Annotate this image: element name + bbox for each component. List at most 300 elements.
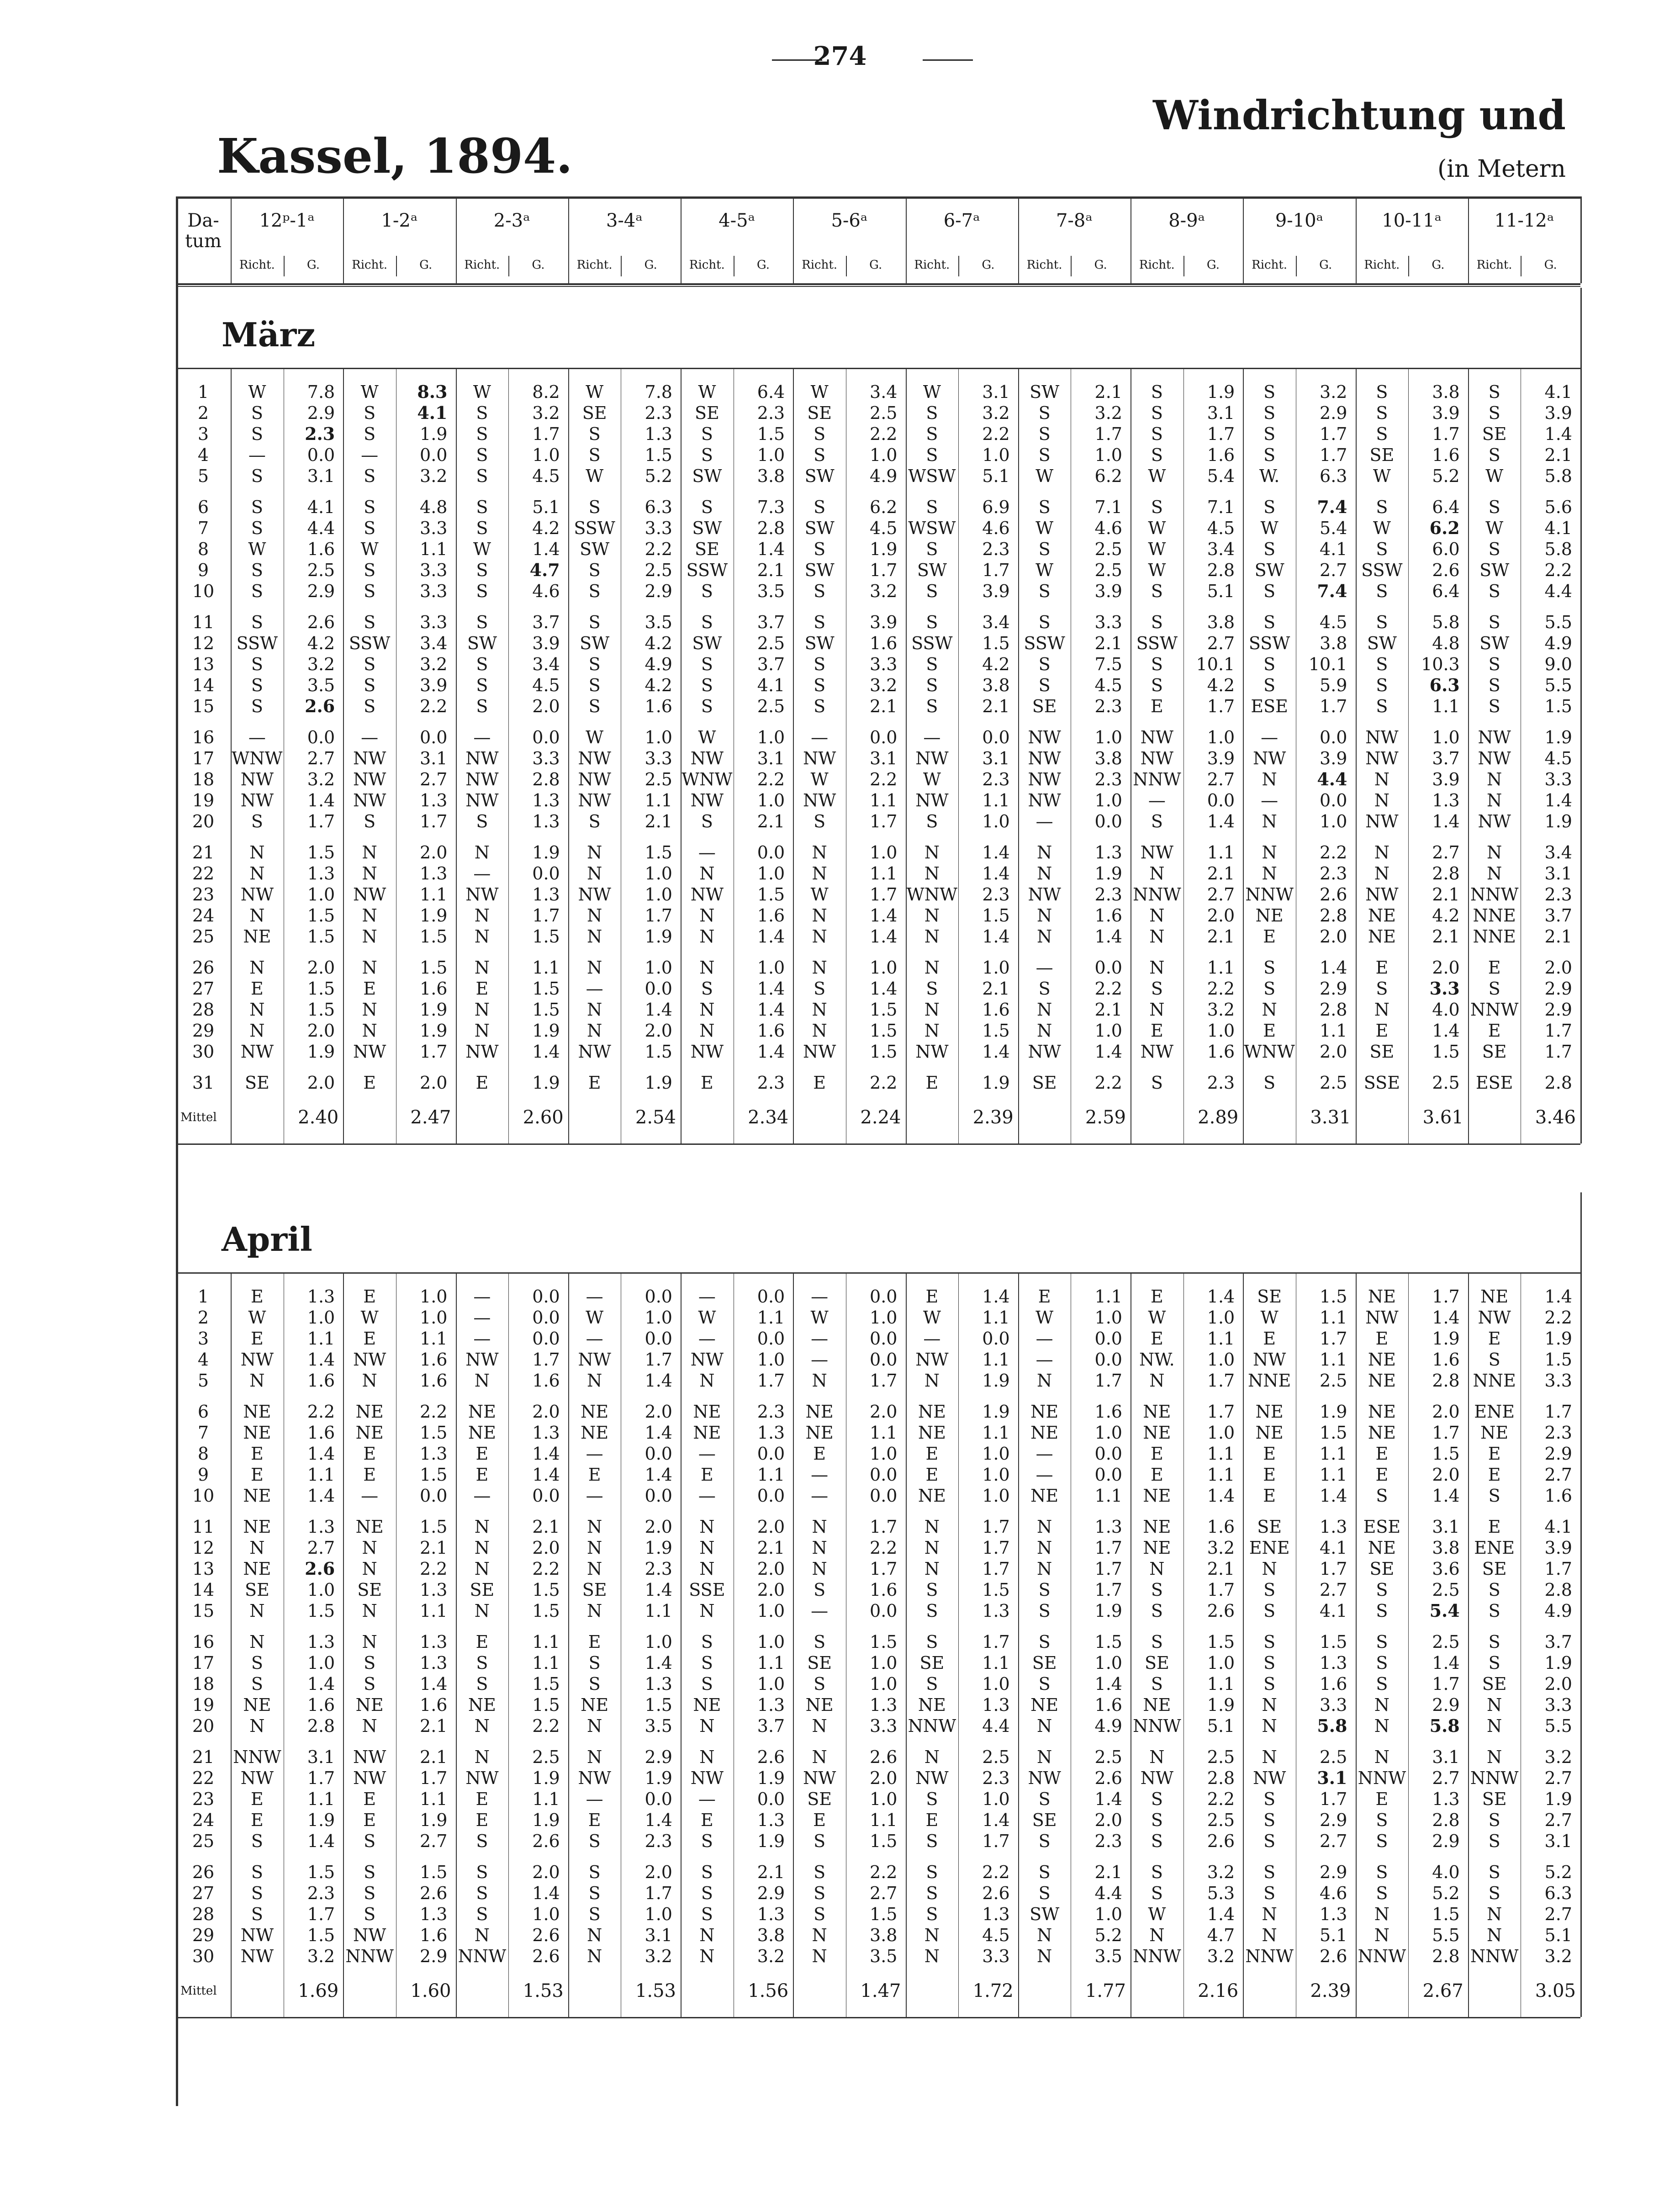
wind-speed: 1.1 — [870, 790, 898, 810]
wind-speed: 1.6 — [1207, 1042, 1235, 1062]
hour-header: 12ᵖ-1ᵃ — [259, 210, 315, 231]
wind-speed: 0.0 — [1320, 727, 1347, 747]
wind-speed: 1.3 — [420, 1904, 448, 1924]
day-number: 25 — [192, 1831, 215, 1851]
wind-direction: E — [1488, 1465, 1501, 1485]
wind-direction: W — [586, 382, 604, 402]
wind-speed: 1.5 — [532, 1601, 560, 1621]
wind-speed: 2.2 — [1094, 1073, 1122, 1093]
wind-speed: 3.7 — [1544, 1632, 1572, 1652]
wind-speed: 2.6 — [982, 1883, 1010, 1903]
wind-speed: 1.7 — [1320, 445, 1347, 465]
day-number: 11 — [192, 612, 215, 632]
day-number: 12 — [192, 633, 215, 653]
wind-speed: 0.0 — [645, 1789, 672, 1809]
wind-direction: S — [701, 811, 713, 831]
wind-direction: SE — [470, 1580, 495, 1600]
wind-speed: 1.5 — [645, 445, 672, 465]
wind-speed: 3.2 — [532, 403, 560, 423]
row-rule — [176, 368, 1580, 369]
wind-speed: 3.1 — [982, 748, 1010, 768]
hour-header: 7-8ᵃ — [1056, 210, 1093, 231]
wind-direction: S — [926, 654, 938, 674]
wind-speed: 1.5 — [307, 842, 335, 863]
wind-speed: 2.5 — [645, 769, 672, 789]
wind-speed: 1.0 — [645, 863, 672, 884]
column-rule — [1468, 196, 1469, 283]
wind-speed: 5.2 — [1544, 1862, 1572, 1882]
wind-speed: 2.1 — [420, 1747, 448, 1767]
wind-direction: N — [812, 1538, 827, 1558]
wind-direction: N — [1149, 1925, 1165, 1945]
wind-speed: 2.3 — [305, 423, 335, 444]
wind-direction: SE — [807, 1653, 832, 1673]
day-number: 16 — [192, 1632, 215, 1652]
wind-direction: — — [586, 1329, 603, 1349]
wind-direction: SE — [694, 539, 719, 559]
day-number: 9 — [197, 1465, 209, 1485]
wind-speed: 2.5 — [1432, 1073, 1460, 1093]
wind-direction: NW — [353, 1925, 386, 1945]
wind-speed: 2.0 — [757, 1517, 785, 1537]
wind-direction: E — [925, 1073, 939, 1093]
wind-direction: NE — [243, 926, 271, 947]
wind-direction: SE — [1369, 1559, 1395, 1579]
wind-speed: 1.7 — [1207, 1371, 1235, 1391]
wind-speed: 2.9 — [1320, 1862, 1347, 1882]
wind-direction: NE — [468, 1695, 496, 1715]
wind-direction: S — [926, 424, 938, 444]
wind-speed: 1.1 — [532, 958, 560, 978]
day-number: 18 — [192, 1674, 215, 1694]
day-number: 2 — [197, 1307, 209, 1328]
wind-speed: 1.4 — [1207, 811, 1235, 831]
wind-speed: 3.4 — [420, 633, 448, 653]
wind-direction: NW — [915, 1768, 949, 1788]
wind-speed: 1.0 — [645, 884, 672, 905]
wind-speed: 4.1 — [1320, 1538, 1347, 1558]
wind-speed: 1.4 — [645, 1000, 672, 1020]
wind-speed: 2.1 — [757, 811, 785, 831]
wind-direction: NW — [1365, 1307, 1399, 1328]
wind-direction: E — [363, 1073, 376, 1093]
wind-direction: WNW — [906, 884, 958, 905]
column-rule — [906, 196, 907, 283]
wind-speed: 2.3 — [307, 1883, 335, 1903]
wind-speed: 4.4 — [1544, 581, 1572, 601]
wind-speed: 1.5 — [307, 1862, 335, 1882]
mittel-value: 1.56 — [748, 1980, 789, 2001]
wind-direction: SW — [1030, 382, 1060, 402]
wind-direction: N — [474, 1601, 490, 1621]
wind-speed: 2.1 — [757, 560, 785, 580]
wind-direction: NE — [1368, 905, 1396, 926]
wind-speed: 1.7 — [1094, 1371, 1122, 1391]
wind-direction: S — [1376, 979, 1388, 999]
wind-direction: S — [1488, 1653, 1500, 1673]
wind-direction: NW — [915, 748, 949, 768]
wind-speed: 1.4 — [1432, 811, 1460, 831]
wind-speed: 1.7 — [420, 1042, 448, 1062]
wind-direction: NE — [243, 1517, 271, 1537]
wind-direction: N — [1374, 769, 1389, 789]
wind-speed: 1.5 — [307, 905, 335, 926]
wind-direction: N — [474, 842, 490, 863]
wind-speed: 2.3 — [757, 1402, 785, 1422]
wind-direction: NW — [578, 769, 611, 789]
wind-speed: 5.9 — [1320, 675, 1347, 695]
wind-direction: E — [1375, 958, 1389, 978]
wind-direction: S — [701, 445, 713, 465]
wind-direction: S — [1263, 1810, 1276, 1830]
day-number: 20 — [192, 811, 215, 831]
wind-speed: 1.5 — [307, 1925, 335, 1945]
wind-direction: E — [925, 1465, 939, 1485]
wind-speed: 1.5 — [420, 958, 448, 978]
wind-direction: SE — [1032, 696, 1057, 716]
wind-direction: S — [1376, 1601, 1388, 1621]
wind-direction: NW — [803, 1042, 836, 1062]
wind-speed: 1.7 — [1432, 1423, 1460, 1443]
wind-speed: 2.6 — [532, 1831, 560, 1851]
wind-speed: 1.6 — [757, 905, 785, 926]
wind-direction: S — [1488, 675, 1500, 695]
column-rule — [343, 368, 344, 1143]
wind-speed: 1.1 — [982, 1653, 1010, 1673]
wind-speed: 1.0 — [757, 958, 785, 978]
wind-direction: S — [1488, 1580, 1500, 1600]
wind-speed: 1.6 — [757, 1021, 785, 1041]
wind-speed: 2.8 — [1544, 1073, 1572, 1093]
wind-speed: 1.4 — [1207, 1486, 1235, 1506]
wind-speed: 1.7 — [1207, 424, 1235, 444]
wind-speed: 3.1 — [307, 466, 335, 486]
wind-speed: 4.1 — [1544, 382, 1572, 402]
wind-speed: 1.5 — [982, 1021, 1010, 1041]
wind-speed: 3.5 — [645, 612, 672, 632]
wind-direction: SSE — [689, 1580, 725, 1600]
wind-speed: 0.0 — [307, 445, 335, 465]
wind-speed: 2.9 — [1320, 979, 1347, 999]
wind-direction: SE — [1257, 1517, 1282, 1537]
wind-direction: S — [926, 1831, 938, 1851]
wind-direction: S — [476, 445, 488, 465]
wind-direction: W — [923, 1307, 941, 1328]
wind-speed: 1.0 — [1320, 811, 1347, 831]
wind-direction: ESE — [1363, 1517, 1401, 1537]
wind-speed: 4.6 — [532, 581, 560, 601]
wind-direction: W — [1485, 466, 1504, 486]
wind-direction: — — [1148, 790, 1166, 810]
wind-direction: SE — [1482, 1042, 1507, 1062]
wind-speed: 1.0 — [1094, 1653, 1122, 1673]
wind-speed: 2.7 — [420, 769, 448, 789]
wind-direction: S — [926, 1904, 938, 1924]
wind-direction: NNW — [458, 1946, 507, 1966]
wind-direction: S — [1263, 1653, 1276, 1673]
wind-speed: 1.3 — [1094, 842, 1122, 863]
wind-speed: 1.0 — [1094, 445, 1122, 465]
wind-speed: 2.0 — [1320, 926, 1347, 947]
wind-speed: 1.9 — [532, 842, 560, 863]
wind-direction: N — [1486, 1925, 1502, 1945]
wind-speed: 2.9 — [645, 1747, 672, 1767]
wind-speed: 1.9 — [757, 1768, 785, 1788]
wind-direction: S — [701, 1904, 713, 1924]
wind-direction: WNW — [682, 769, 733, 789]
wind-speed: 3.7 — [1432, 748, 1460, 768]
wind-speed: 2.6 — [757, 1747, 785, 1767]
wind-direction: N — [362, 958, 377, 978]
wind-direction: NNW — [1470, 1946, 1519, 1966]
wind-speed: 1.4 — [982, 1810, 1010, 1830]
wind-speed: 5.5 — [1544, 675, 1572, 695]
g-header: G. — [756, 258, 770, 272]
column-rule — [231, 1272, 232, 2017]
mittel-value: 1.53 — [523, 1980, 564, 2001]
mittel-value: 1.69 — [298, 1980, 339, 2001]
wind-direction: N — [1262, 1559, 1277, 1579]
wind-direction: SE — [582, 403, 607, 423]
column-rule — [1243, 1272, 1244, 2017]
column-rule — [396, 256, 397, 276]
wind-direction: NW — [578, 1042, 611, 1062]
wind-direction: N — [1262, 863, 1277, 884]
wind-speed: 1.1 — [1094, 1286, 1122, 1307]
wind-speed: 3.3 — [420, 581, 448, 601]
wind-direction: S — [814, 696, 826, 716]
wind-speed: 1.0 — [1207, 1350, 1235, 1370]
wind-direction: S — [814, 1632, 826, 1652]
wind-speed: 5.8 — [1432, 612, 1460, 632]
wind-direction: NE — [1030, 1486, 1059, 1506]
day-number: 18 — [192, 769, 215, 789]
wind-direction: S — [926, 675, 938, 695]
wind-speed: 3.9 — [982, 581, 1010, 601]
wind-direction: N — [249, 1000, 265, 1020]
wind-direction: S — [1263, 1073, 1276, 1093]
wind-speed: 1.0 — [532, 1904, 560, 1924]
wind-speed: 1.1 — [757, 1307, 785, 1328]
wind-speed: 1.5 — [870, 1000, 898, 1020]
wind-direction: SE — [244, 1580, 269, 1600]
wind-direction: S — [701, 424, 713, 444]
wind-speed: 4.2 — [1432, 905, 1460, 926]
wind-direction: S — [1263, 1883, 1276, 1903]
wind-speed: 4.4 — [1317, 769, 1347, 789]
wind-speed: 1.7 — [982, 1831, 1010, 1851]
wind-direction: S — [251, 1862, 263, 1882]
wind-direction: S — [1263, 1601, 1276, 1621]
day-number: 16 — [192, 727, 215, 747]
wind-speed: 2.0 — [307, 1021, 335, 1041]
wind-direction: N — [362, 1000, 377, 1020]
wind-speed: 2.1 — [420, 1538, 448, 1558]
wind-speed: 3.8 — [1207, 612, 1235, 632]
column-rule — [793, 196, 794, 283]
wind-speed: 5.8 — [1544, 466, 1572, 486]
column-rule — [1356, 196, 1357, 283]
wind-speed: 2.0 — [1207, 905, 1235, 926]
wind-direction: N — [474, 1538, 490, 1558]
wind-direction: W — [1035, 518, 1054, 538]
wind-direction: S — [364, 1831, 376, 1851]
wind-speed: 1.9 — [532, 1810, 560, 1830]
wind-direction: N — [812, 842, 827, 863]
wind-direction: S — [1263, 675, 1276, 695]
wind-direction: W — [586, 727, 604, 747]
wind-direction: NNW — [1245, 884, 1294, 905]
wind-speed: 1.4 — [982, 1042, 1010, 1062]
wind-direction: N — [1149, 1747, 1165, 1767]
wind-direction: NNW — [345, 1946, 394, 1966]
wind-direction: S — [251, 497, 263, 517]
wind-direction: SW — [804, 518, 835, 538]
wind-direction: N — [1036, 863, 1052, 884]
wind-direction: N — [1374, 842, 1389, 863]
wind-speed: 3.3 — [1544, 1371, 1572, 1391]
wind-speed: 3.3 — [982, 1946, 1010, 1966]
wind-direction: SW — [692, 633, 722, 653]
wind-direction: N — [1149, 1559, 1165, 1579]
wind-speed: 4.2 — [532, 518, 560, 538]
wind-direction: WNW — [1244, 1042, 1295, 1062]
wind-speed: 1.1 — [307, 1465, 335, 1485]
wind-direction: NE — [581, 1423, 609, 1443]
wind-direction: N — [1486, 1904, 1502, 1924]
wind-direction: S — [251, 1831, 263, 1851]
wind-direction: S — [1151, 1601, 1163, 1621]
wind-speed: 2.5 — [1432, 1632, 1460, 1652]
wind-speed: 0.0 — [532, 1486, 560, 1506]
wind-speed: 3.6 — [1432, 1559, 1460, 1579]
wind-speed: 1.0 — [757, 1632, 785, 1652]
wind-speed: 1.5 — [532, 979, 560, 999]
wind-direction: E — [250, 1329, 264, 1349]
wind-speed: 2.8 — [1432, 1371, 1460, 1391]
wind-speed: 1.0 — [870, 958, 898, 978]
wind-direction: S — [814, 445, 826, 465]
wind-speed: 10.3 — [1421, 654, 1460, 674]
wind-speed: 1.4 — [870, 979, 898, 999]
wind-speed: 4.2 — [645, 675, 672, 695]
wind-speed: 1.4 — [1544, 1286, 1572, 1307]
wind-direction: S — [251, 612, 263, 632]
wind-speed: 2.1 — [1207, 926, 1235, 947]
wind-direction: S — [476, 654, 488, 674]
wind-direction: S — [476, 612, 488, 632]
wind-speed: 1.5 — [307, 926, 335, 947]
wind-speed: 1.3 — [982, 1904, 1010, 1924]
wind-speed: 1.3 — [420, 1580, 448, 1600]
wind-speed: 1.5 — [1432, 1042, 1460, 1062]
wind-speed: 1.0 — [982, 1465, 1010, 1485]
wind-direction: NW — [578, 1768, 611, 1788]
wind-speed: 1.0 — [1094, 1904, 1122, 1924]
wind-speed: 3.1 — [420, 748, 448, 768]
wind-direction: E — [475, 1810, 489, 1830]
wind-direction: NE — [1368, 1286, 1396, 1307]
wind-direction: N — [586, 1538, 602, 1558]
wind-speed: 3.7 — [532, 612, 560, 632]
wind-speed: 2.7 — [1544, 1768, 1572, 1788]
wind-speed: 2.7 — [307, 748, 335, 768]
page-number: 274 — [813, 41, 867, 71]
wind-speed: 1.0 — [982, 958, 1010, 978]
wind-direction: N — [812, 1946, 827, 1966]
wind-speed: 2.1 — [1544, 445, 1572, 465]
wind-speed: 5.2 — [1432, 466, 1460, 486]
wind-direction: N — [1262, 1000, 1277, 1020]
wind-speed: 4.2 — [307, 633, 335, 653]
wind-speed: 5.1 — [1544, 1925, 1572, 1945]
wind-direction: NE — [1368, 1538, 1396, 1558]
wind-speed: 3.2 — [1207, 1000, 1235, 1020]
wind-speed: 1.0 — [420, 1307, 448, 1328]
wind-direction: N — [1036, 1946, 1052, 1966]
wind-direction: N — [1149, 1000, 1165, 1020]
wind-speed: 4.1 — [1320, 1601, 1347, 1621]
wind-direction: S — [1151, 581, 1163, 601]
wind-direction: S — [588, 1674, 601, 1694]
wind-speed: 4.2 — [1207, 675, 1235, 695]
wind-speed: 2.1 — [982, 979, 1010, 999]
wind-direction: NNE — [1473, 905, 1516, 926]
wind-direction: NW — [803, 1768, 836, 1788]
wind-speed: 3.3 — [870, 1716, 898, 1736]
wind-speed: 1.6 — [420, 1371, 448, 1391]
wind-speed: 1.5 — [757, 884, 785, 905]
wind-direction: S — [588, 612, 601, 632]
wind-direction: NW — [240, 1768, 274, 1788]
wind-direction: NW — [1252, 748, 1286, 768]
wind-direction: S — [364, 612, 376, 632]
wind-direction: S — [701, 654, 713, 674]
wind-direction: S — [1488, 581, 1500, 601]
wind-speed: 2.0 — [1432, 958, 1460, 978]
wind-direction: N — [362, 1601, 377, 1621]
wind-speed: 1.3 — [645, 424, 672, 444]
wind-direction: N — [1374, 1695, 1389, 1715]
wind-speed: 3.3 — [645, 748, 672, 768]
wind-direction: — — [923, 1329, 941, 1349]
hour-header: 3-4ᵃ — [606, 210, 643, 231]
wind-direction: W — [1148, 539, 1166, 559]
wind-direction: S — [251, 1883, 263, 1903]
wind-speed: 6.3 — [1544, 1883, 1572, 1903]
wind-direction: N — [812, 1371, 827, 1391]
wind-direction: N — [362, 1632, 377, 1652]
wind-direction: E — [813, 1444, 826, 1464]
wind-speed: 7.5 — [1094, 654, 1122, 674]
wind-direction: S — [1376, 696, 1388, 716]
wind-speed: 4.2 — [645, 633, 672, 653]
wind-speed: 3.1 — [1317, 1768, 1347, 1788]
wind-direction: W — [248, 382, 266, 402]
wind-direction: N — [1262, 1925, 1277, 1945]
wind-speed: 6.2 — [870, 497, 898, 517]
wind-direction: W — [810, 382, 829, 402]
wind-speed: 1.7 — [1320, 1559, 1347, 1579]
wind-speed: 2.1 — [1432, 926, 1460, 947]
wind-direction: NE — [1480, 1286, 1509, 1307]
wind-speed: 0.0 — [420, 1486, 448, 1506]
wind-speed: 4.9 — [1544, 1601, 1572, 1621]
wind-speed: 0.0 — [757, 842, 785, 863]
wind-direction: S — [926, 612, 938, 632]
wind-direction: NW — [1140, 1042, 1174, 1062]
wind-speed: 4.5 — [1320, 612, 1347, 632]
